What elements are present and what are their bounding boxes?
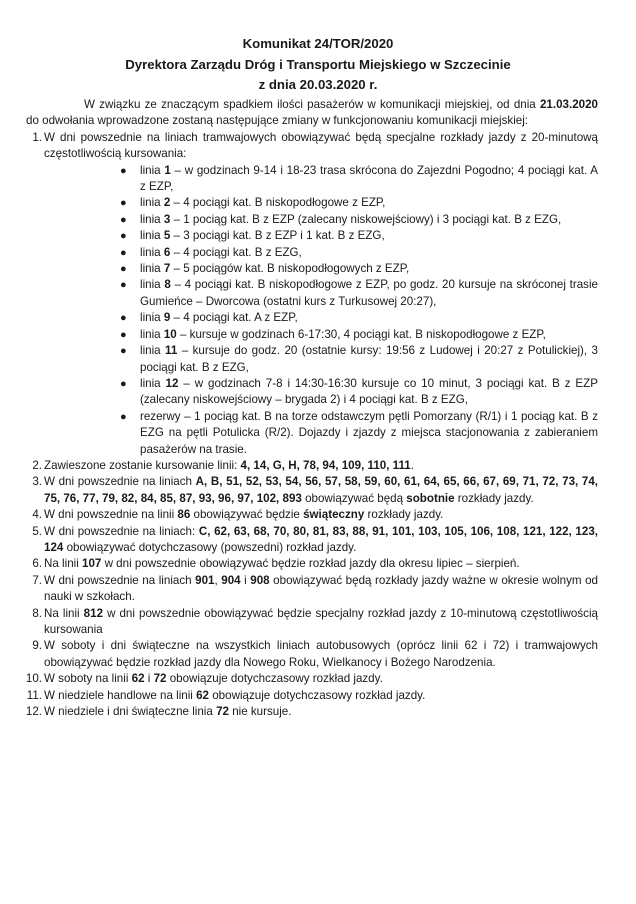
tram-reserve-item: ● rezerwy – 1 pociąg kat. B na torze odstawczym pętli Pomorzany (R/1) i 1 pociąg kat. B z EZG na pętli Potulicka (R/2). Dojazdy i zjazdy z miejsca stacjonowania z zabieraniem pasażerów na trasie.: [120, 409, 598, 456]
list-item: 4. W dni powszednie na linii 86 obowiązywać będzie świąteczny rozkłady jazdy.: [32, 508, 444, 522]
bullet-icon: ●: [120, 410, 127, 423]
bullet-icon: ●: [120, 263, 127, 276]
announcement-number: Komunikat 24/TOR/2020: [242, 36, 394, 51]
bullet-icon: ●: [120, 246, 127, 259]
announcement-date: z dnia 20.03.2020 r.: [258, 77, 378, 92]
tram-line-item: ● linia 10 – kursuje w godzinach 6-17:30, 4 pociągi kat. B niskopodłogowe z EZP,: [120, 327, 598, 343]
list-item: 2. Zawieszone zostanie kursowanie linii: 4, 14, G, H, 78, 94, 109, 110, 111.: [32, 458, 414, 472]
bullet-icon: ●: [120, 279, 127, 292]
changes-list: [26, 130, 598, 721]
list-item: 11. W niedziele handlowe na linii 62 obowiązuje dotychczasowy rozkład jazdy.: [26, 688, 426, 702]
bullet-icon: ●: [120, 312, 127, 325]
bullet-icon: ●: [120, 328, 127, 341]
list-item: 1. W dni powszednie na liniach tramwajowych obowiązywać będą specjalne rozkłady jazdy z 20-minutową częstotliwością kursowania: ● linia 1 – w godzinach 9-14 i 18-23 trasa skrócona do Zajezdni Pogodno; 4 pociągi kat. A z EZP, ● linia 2 – 4 pociągi kat. B niskopodłogowe z EZP, ● linia 3 – 1 pociąg kat. B z EZP (zalecany niskowejściowy) i 3 pociągi kat. B z EZG, ● linia 5 – 3 pociągi kat. B z EZP i 1 kat. B z EZG, ● linia 6 – 4 pociągi kat. B z EZG, ● linia 7 – 5 pociągów kat. B niskopodłogowych z EZP, ● linia 8 – 4 pociągi kat. B niskopodłogowe z EZP, po godz. 20 kursuje na skróconej trasie Gumieńce – Dworcowa (ostatni kurs z Turkusowej 20:27), ● linia 9 – 4 pociągi kat. A z EZP, ● linia 10 – kursuje w godzinach 6-17:30, 4 pociągi kat. B niskopodłogowe z EZP, ● linia 11 – kursuje do godz. 20 (ostatnie kursy: 19:56 z Ludowej i 20:27 z Potulickiej), 3 pociągi kat. B z EZG, ● linia 12 – w godzinach 7-8 i 14:30-16:30 kursuje co 10 minut, 3 pociągi kat. B z EZP (zalecany niskowejściowy – brygada 2) i 4 pociągi kat. B z EZG, ● rezerwy – 1 pociąg kat. B na torze odstawczym pętli Pomorzany (R/1) i 1 pociąg kat. B z EZG na pętli Potulicka (R/2). Dojazdy i zjazdy z miejsca stacjonowania z zabieraniem pasażerów na trasie.: [26, 130, 598, 458]
tram-line-item: ● linia 6 – 4 pociągi kat. B z EZG,: [120, 245, 598, 261]
tram-line-item: ● linia 9 – 4 pociągi kat. A z EZP,: [120, 310, 598, 326]
bullet-icon: ●: [120, 230, 127, 243]
document-body: [26, 97, 598, 720]
tram-line-item: ● linia 11 – kursuje do godz. 20 (ostatnie kursy: 19:56 z Ludowej i 20:27 z Potulickiej), 3 pociągi kat. B z EZG,: [120, 344, 598, 374]
bullet-icon: ●: [120, 345, 127, 358]
issuer-title: Dyrektora Zarządu Dróg i Transportu Miejskiego w Szczecinie: [125, 56, 511, 72]
list-item: 5. W dni powszednie na liniach: C, 62, 63, 68, 70, 80, 81, 83, 88, 91, 101, 103, 105, 106, 108, 121, 122, 123, 124 obowiązywać dotychczasowy (powszedni) rozkład jazdy.: [32, 524, 598, 554]
list-item: 6. Na linii 107 w dni powszednie obowiązywać będzie rozkład jazdy dla okresu lipiec – sierpień.: [32, 557, 520, 571]
list-item: 10. W soboty na linii 62 i 72 obowiązuje dotychczasowy rozkład jazdy.: [25, 672, 383, 686]
bullet-icon: ●: [120, 197, 127, 210]
tram-line-item: ● linia 2 – 4 pociągi kat. B niskopodłogowe z EZP,: [120, 195, 598, 211]
intro-paragraph: W związku ze znaczącym spadkiem ilości pasażerów w komunikacji miejskiej, od dnia 21.03.2020 do odwołania wprowadzone zostaną następujące zmiany w funkcjonowaniu komunikacji miejskiej:: [26, 98, 598, 128]
list-item: 7. W dni powszednie na liniach 901, 904 i 908 obowiązywać będą rozkłady jazdy ważne w okresie wolnym od nauki w szkołach.: [32, 573, 598, 604]
tram-line-item: ● linia 7 – 5 pociągów kat. B niskopodłogowych z EZP,: [120, 261, 598, 277]
tram-line-item: ● linia 8 – 4 pociągi kat. B niskopodłogowe z EZP, po godz. 20 kursuje na skróconej trasie Gumieńce – Dworcowa (ostatni kurs z Turkusowej 20:27),: [120, 278, 598, 308]
tram-line-item: ● linia 12 – w godzinach 7-8 i 14:30-16:30 kursuje co 10 minut, 3 pociągi kat. B z EZP (zalecany niskowejściowy – brygada 2) i 4 pociągi kat. B z EZG,: [120, 376, 598, 407]
document-header: [0, 34, 636, 96]
list-item: 3. W dni powszednie na liniach A, B, 51, 52, 53, 54, 56, 57, 58, 59, 60, 61, 64, 65, 66, 67, 69, 71, 72, 73, 74, 75, 76, 77, 79, 82, 84, 85, 87, 93, 96, 97, 102, 893 obowiązywać będą sobotnie rozkłady jazdy.: [32, 475, 598, 505]
bullet-icon: ●: [120, 164, 127, 177]
list-item: 8. Na linii 812 w dni powszednie obowiązywać będzie specjalny rozkład jazdy z 10-minutową częstotliwością kursowania: [32, 606, 598, 636]
tram-line-item: ● linia 5 – 3 pociągi kat. B z EZP i 1 kat. B z EZG,: [120, 228, 598, 244]
bullet-icon: ●: [120, 213, 127, 226]
tram-line-item: ● linia 1 – w godzinach 9-14 i 18-23 trasa skrócona do Zajezdni Pogodno; 4 pociągi kat. A z EZP,: [120, 163, 598, 194]
list-item: 12. W niedziele i dni świąteczne linia 72 nie kursuje.: [25, 705, 292, 719]
tram-lines-list: [44, 163, 598, 458]
bullet-icon: ●: [120, 377, 127, 390]
list-item: 9. W soboty i dni świąteczne na wszystkich liniach autobusowych (oprócz linii 62 i 72) i tramwajowych obowiązywać będzie rozkład jazdy dla Nowego Roku, Wielkanocy i Bożego Narodzenia.: [32, 639, 598, 669]
effective-date: 21.03.2020: [539, 98, 598, 111]
tram-line-item: ● linia 3 – 1 pociąg kat. B z EZP (zalecany niskowejściowy) i 3 pociągi kat. B z EZG,: [120, 212, 598, 228]
